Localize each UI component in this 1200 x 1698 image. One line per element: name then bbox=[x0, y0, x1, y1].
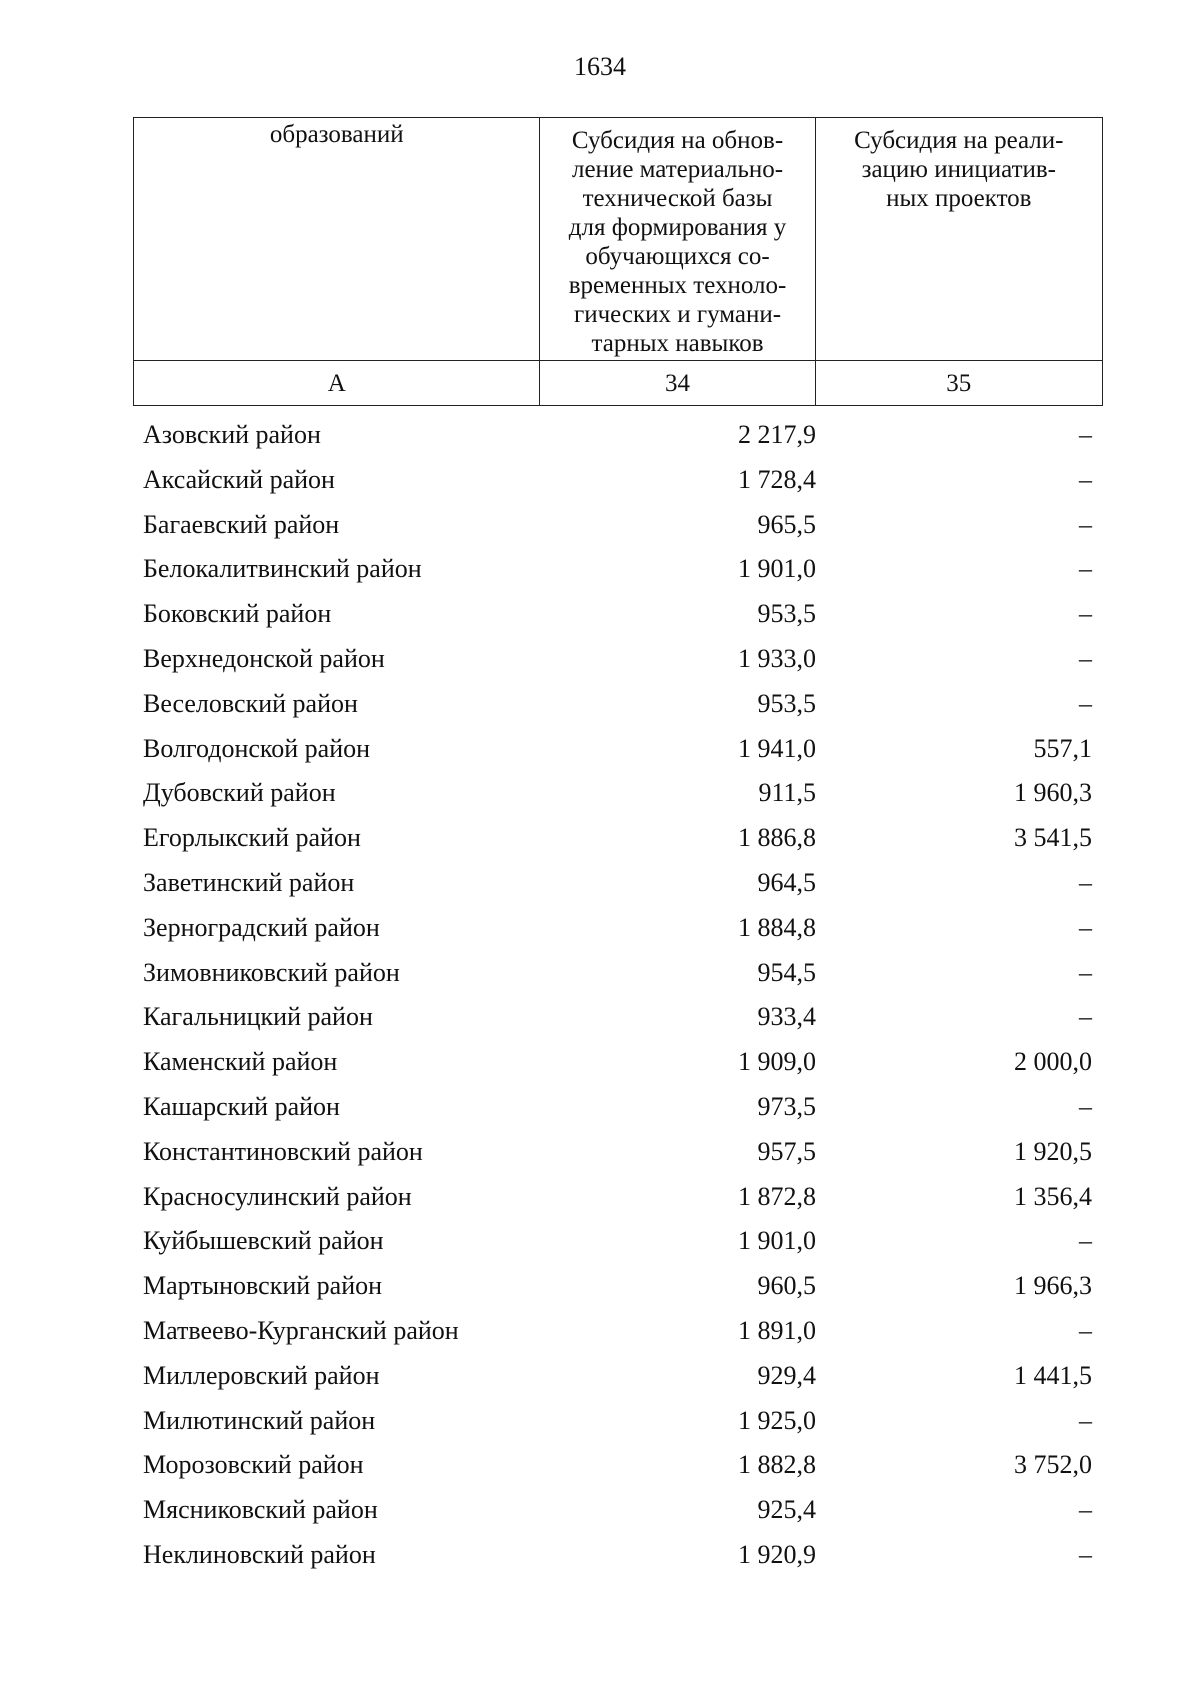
value-col-35: 3 541,5 bbox=[1014, 823, 1092, 853]
header-col-34-line: Субсидия на обнов- bbox=[571, 127, 784, 154]
value-col-34: 929,4 bbox=[757, 1360, 816, 1390]
value-col-34: 911,5 bbox=[758, 778, 816, 808]
header-row bbox=[134, 118, 1103, 361]
value-col-35: – bbox=[1079, 867, 1092, 897]
table-row bbox=[133, 1176, 1103, 1221]
district-name: Кагальницкий район bbox=[143, 1002, 373, 1032]
header-col-35 bbox=[815, 118, 1102, 361]
value-col-35: 1 441,5 bbox=[1014, 1360, 1092, 1390]
header-col-35-label bbox=[822, 120, 1096, 213]
value-col-34: 1 882,8 bbox=[738, 1450, 816, 1480]
header-col-34-line: временных техноло- bbox=[568, 272, 787, 299]
table-row bbox=[133, 504, 1103, 549]
district-name: Миллеровский район bbox=[143, 1360, 380, 1390]
header-col-34-line: для формирования у bbox=[568, 214, 787, 241]
district-name: Заветинский район bbox=[143, 867, 355, 897]
value-col-34: 965,5 bbox=[757, 509, 816, 539]
table-row bbox=[133, 862, 1103, 907]
district-name: Красносулинский район bbox=[143, 1181, 412, 1211]
value-col-35: – bbox=[1079, 1405, 1092, 1435]
value-col-34: 1 933,0 bbox=[738, 643, 816, 673]
header-col-34-line: ление материально- bbox=[571, 156, 784, 183]
value-col-35: – bbox=[1079, 464, 1092, 494]
index-col-35: 35 bbox=[815, 361, 1102, 406]
table-row bbox=[133, 907, 1103, 952]
value-col-34: 960,5 bbox=[757, 1271, 816, 1301]
value-col-34: 1 909,0 bbox=[738, 1047, 816, 1077]
value-col-34: 953,5 bbox=[757, 599, 816, 629]
value-col-34: 1 891,0 bbox=[738, 1315, 816, 1345]
table-header bbox=[133, 117, 1103, 406]
table-row bbox=[133, 1086, 1103, 1131]
value-col-35: – bbox=[1079, 643, 1092, 673]
district-name: Каменский район bbox=[143, 1047, 338, 1077]
district-name: Мясниковский район bbox=[143, 1495, 378, 1525]
value-col-34: 1 901,0 bbox=[738, 554, 816, 584]
table-row bbox=[133, 728, 1103, 773]
header-col-34-line: гических и гумани- bbox=[573, 301, 782, 328]
district-name: Белокалитвинский район bbox=[143, 554, 422, 584]
index-col-a: А bbox=[134, 361, 540, 406]
district-name: Багаевский район bbox=[143, 509, 340, 539]
value-col-35: – bbox=[1079, 509, 1092, 539]
value-col-34: 964,5 bbox=[757, 867, 816, 897]
value-col-35: 3 752,0 bbox=[1014, 1450, 1092, 1480]
header-col-34-line: тарных навыков bbox=[591, 330, 764, 357]
district-name: Зимовниковский район bbox=[143, 957, 400, 987]
value-col-35: – bbox=[1079, 1315, 1092, 1345]
value-col-34: 1 872,8 bbox=[738, 1181, 816, 1211]
header-col-35-line: Субсидия на реали- bbox=[854, 127, 1064, 154]
value-col-35: – bbox=[1079, 1539, 1092, 1569]
table-row bbox=[133, 1444, 1103, 1489]
value-col-35: – bbox=[1079, 1495, 1092, 1525]
district-name: Кашарский район bbox=[143, 1091, 340, 1121]
table-row bbox=[133, 817, 1103, 862]
district-name: Верхнедонской район bbox=[143, 643, 385, 673]
value-col-35: – bbox=[1079, 554, 1092, 584]
table-row bbox=[133, 1310, 1103, 1355]
value-col-35: – bbox=[1079, 957, 1092, 987]
column-index-row bbox=[134, 361, 1103, 406]
table-row bbox=[133, 414, 1103, 459]
value-col-35: – bbox=[1079, 599, 1092, 629]
district-name: Егорлыкский район bbox=[143, 823, 361, 853]
value-col-35: – bbox=[1079, 1226, 1092, 1256]
district-name: Куйбышевский район bbox=[143, 1226, 384, 1256]
value-col-35: 1 960,3 bbox=[1014, 778, 1092, 808]
table-row bbox=[133, 683, 1103, 728]
district-name: Константиновский район bbox=[143, 1136, 423, 1166]
table-row bbox=[133, 1265, 1103, 1310]
value-col-35: 2 000,0 bbox=[1014, 1047, 1092, 1077]
value-col-34: 1 886,8 bbox=[738, 823, 816, 853]
value-col-34: 1 925,0 bbox=[738, 1405, 816, 1435]
header-col-a bbox=[134, 118, 540, 361]
table-row bbox=[133, 638, 1103, 683]
value-col-34: 1 884,8 bbox=[738, 912, 816, 942]
table-row bbox=[133, 1534, 1103, 1579]
value-col-34: 1 728,4 bbox=[738, 464, 816, 494]
table-row bbox=[133, 1041, 1103, 1086]
header-col-34-line: обучающихся со- bbox=[585, 243, 770, 270]
table-row bbox=[133, 1400, 1103, 1445]
district-name: Морозовский район bbox=[143, 1450, 364, 1480]
header-col-34 bbox=[540, 118, 815, 361]
value-col-34: 925,4 bbox=[757, 1495, 816, 1525]
table-body bbox=[133, 414, 1103, 1579]
value-col-34: 957,5 bbox=[757, 1136, 816, 1166]
header-col-34-line: технической базы bbox=[582, 185, 773, 212]
value-col-34: 933,4 bbox=[757, 1002, 816, 1032]
value-col-35: 1 966,3 bbox=[1014, 1271, 1092, 1301]
value-col-35: 557,1 bbox=[1033, 733, 1092, 763]
table-row bbox=[133, 593, 1103, 638]
district-name: Дубовский район bbox=[143, 778, 336, 808]
value-col-35: – bbox=[1079, 912, 1092, 942]
district-name: Веселовский район bbox=[143, 688, 358, 718]
value-col-35: – bbox=[1079, 1002, 1092, 1032]
value-col-35: – bbox=[1079, 420, 1092, 449]
value-col-34: 954,5 bbox=[757, 957, 816, 987]
table-row bbox=[133, 1131, 1103, 1176]
table-row bbox=[133, 1220, 1103, 1265]
district-name: Боковский район bbox=[143, 599, 332, 629]
district-name: Милютинский район bbox=[143, 1405, 376, 1435]
value-col-35: – bbox=[1079, 1091, 1092, 1121]
value-col-34: 973,5 bbox=[757, 1091, 816, 1121]
page-number: 1634 bbox=[574, 52, 626, 81]
header-col-34-label bbox=[546, 120, 808, 358]
value-col-35: 1 920,5 bbox=[1014, 1136, 1092, 1166]
table-row bbox=[133, 772, 1103, 817]
header-col-35-line: ных проектов bbox=[886, 185, 1032, 212]
index-col-34: 34 bbox=[540, 361, 815, 406]
value-col-34: 1 941,0 bbox=[738, 733, 816, 763]
district-name: Зерноградский район bbox=[143, 912, 380, 942]
district-name: Неклиновский район bbox=[143, 1539, 376, 1569]
district-name: Волгодонской район bbox=[143, 733, 371, 763]
header-col-a-label: образований bbox=[269, 121, 404, 148]
value-col-34: 2 217,9 bbox=[738, 420, 816, 449]
table-row bbox=[133, 1355, 1103, 1400]
district-name: Матвеево-Курганский район bbox=[143, 1315, 459, 1345]
value-col-34: 953,5 bbox=[757, 688, 816, 718]
district-name: Азовский район bbox=[143, 420, 321, 449]
value-col-34: 1 901,0 bbox=[738, 1226, 816, 1256]
header-col-35-line: зацию инициатив- bbox=[861, 156, 1056, 183]
table-row bbox=[133, 996, 1103, 1041]
table-row bbox=[133, 459, 1103, 504]
value-col-34: 1 920,9 bbox=[738, 1539, 816, 1569]
district-name: Мартыновский район bbox=[143, 1271, 383, 1301]
value-col-35: 1 356,4 bbox=[1014, 1181, 1092, 1211]
table-row bbox=[133, 548, 1103, 593]
value-col-35: – bbox=[1079, 688, 1092, 718]
table-row bbox=[133, 1489, 1103, 1534]
table-row bbox=[133, 952, 1103, 997]
district-name: Аксайский район bbox=[143, 464, 335, 494]
